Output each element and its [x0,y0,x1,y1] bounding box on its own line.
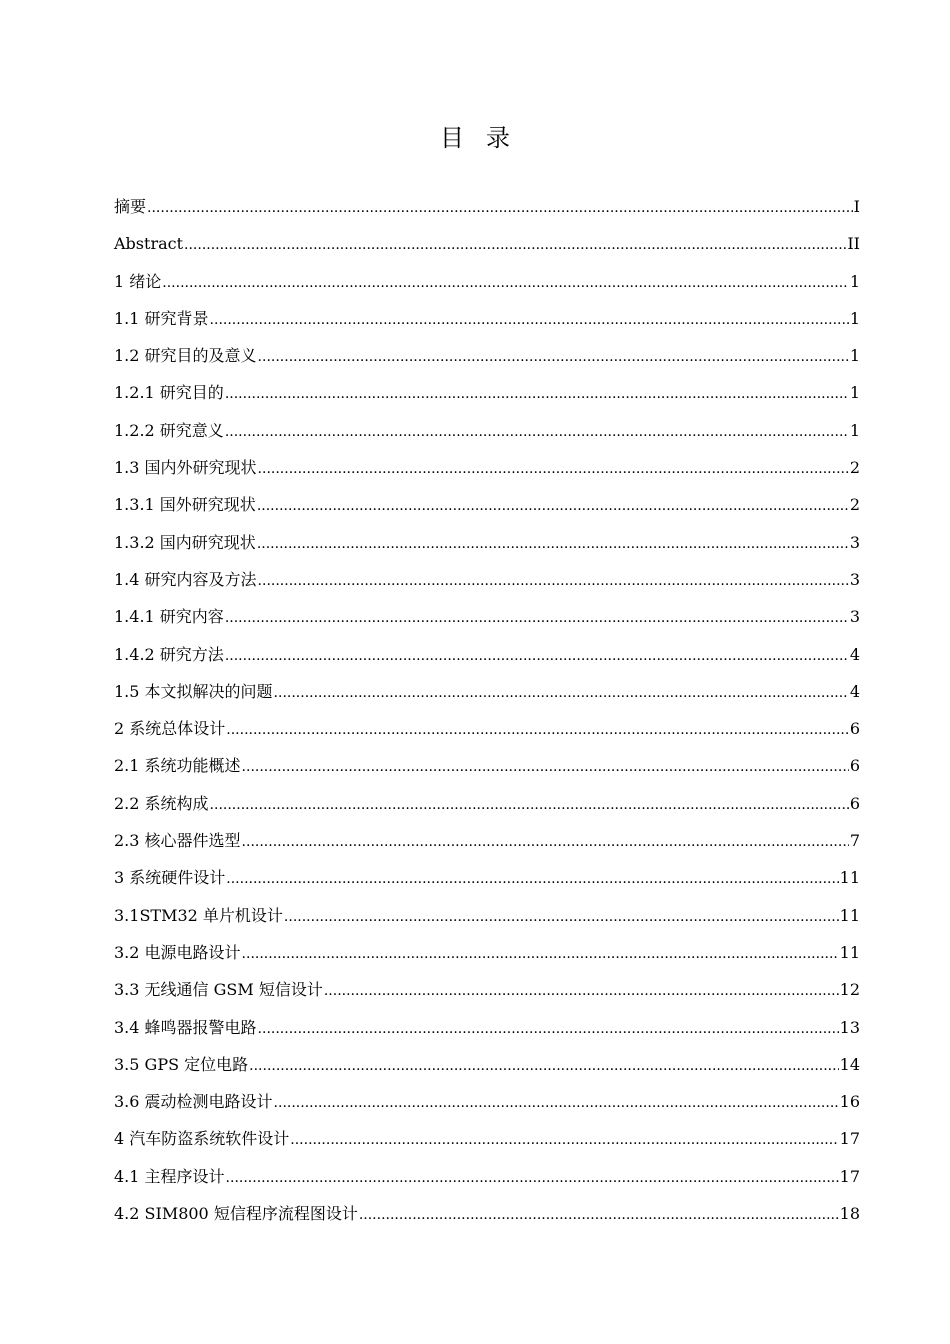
toc-entry[interactable] [114,1158,860,1195]
toc-entry[interactable] [114,1195,860,1232]
dot-leader [258,337,849,376]
toc-entry[interactable] [114,673,860,710]
dot-leader [147,188,853,227]
toc-entry-page-number: 3 [849,532,860,552]
toc-entry-title: 1.2.1 研究目的 [114,383,224,403]
toc-entry[interactable] [114,598,860,635]
dot-leader [257,524,849,563]
toc-entry[interactable] [114,300,860,337]
dot-leader [226,1158,839,1197]
toc-entry[interactable] [114,636,860,673]
toc-entry[interactable] [114,1120,860,1157]
dot-leader [184,225,846,264]
toc-entry-title: 1.3.2 国内研究现状 [114,532,256,552]
toc-entry-page-number: I [853,197,860,216]
dot-leader [242,934,839,973]
toc-entry-page-number: 11 [839,905,860,925]
dot-leader [210,300,849,339]
dot-leader [226,859,838,898]
dot-leader [210,785,849,824]
dot-leader [249,1046,839,1085]
dot-leader [257,486,849,525]
toc-entry-page-number: 11 [839,868,860,888]
dot-leader [258,561,849,600]
toc-entry-page-number: 1 [849,420,860,440]
toc-entry[interactable] [114,412,860,449]
toc-entry[interactable] [114,188,860,225]
dot-leader [162,263,849,302]
toc-entry[interactable] [114,263,860,300]
dot-leader [225,412,849,451]
dot-leader [258,449,849,488]
dot-leader [359,1195,839,1234]
toc-entry-title: 2.2 系统构成 [114,793,209,813]
toc-entry-title: 3.6 震动检测电路设计 [114,1092,273,1112]
toc-entry[interactable] [114,971,860,1008]
dot-leader [226,710,849,749]
toc-entry[interactable] [114,337,860,374]
toc-entry[interactable] [114,934,860,971]
toc-entry-title: 1.3.1 国外研究现状 [114,495,256,515]
dot-leader [225,374,849,413]
toc-entry-title: 4 汽车防盗系统软件设计 [114,1129,290,1149]
toc-entry[interactable] [114,747,860,784]
toc-entry-page-number: 16 [839,1092,860,1112]
toc-entry-page-number: 7 [849,831,860,851]
toc-entry-page-number: 6 [849,793,860,813]
toc-entry-title: 1.2 研究目的及意义 [114,346,257,366]
toc-entry-page-number: 3 [849,569,860,589]
toc-entry-title: 3 系统硬件设计 [114,868,226,888]
toc-entry-page-number: 6 [849,756,860,776]
toc-entry[interactable] [114,449,860,486]
dot-leader [225,598,849,637]
toc-entry-page-number: 17 [839,1166,860,1186]
toc-entry-title: 1.3 国内外研究现状 [114,458,257,478]
toc-entry[interactable] [114,374,860,411]
toc-entry-page-number: 14 [839,1054,860,1074]
toc-entry[interactable] [114,1009,860,1046]
toc-entry[interactable] [114,897,860,934]
dot-leader [284,897,839,936]
toc-entry-title: 4.2 SIM800 短信程序流程图设计 [114,1204,358,1224]
toc-entry-title: 1.4 研究内容及方法 [114,569,257,589]
toc-entry-title: 1.1 研究背景 [114,308,209,328]
toc-entry-page-number: 13 [839,1017,860,1037]
toc-entry-page-number: 12 [839,980,860,1000]
toc-entry-title: 2 系统总体设计 [114,719,226,739]
toc-entry[interactable] [114,859,860,896]
dot-leader [258,1009,839,1048]
toc-entry[interactable] [114,785,860,822]
toc-entry-page-number: 18 [839,1204,860,1224]
toc-entry[interactable] [114,1083,860,1120]
toc-entry-page-number: 2 [849,495,860,515]
dot-leader [225,636,849,675]
toc-entry[interactable] [114,710,860,747]
toc-entry[interactable] [114,561,860,598]
toc-entry-title: 1.2.2 研究意义 [114,420,224,440]
toc-entry-title: 摘要 [114,197,147,216]
toc-entry[interactable] [114,822,860,859]
toc-entry-title: 3.2 电源电路设计 [114,942,241,962]
toc-entry-page-number: 1 [849,346,860,366]
toc-entry[interactable] [114,486,860,523]
toc-entry-title: 1.4.1 研究内容 [114,607,224,627]
toc-entry-page-number: 1 [849,308,860,328]
dot-leader [274,673,849,712]
toc-entry-title: 1 绪论 [114,271,162,291]
toc-entry-title: 3.4 蜂鸣器报警电路 [114,1017,257,1037]
dot-leader [274,1083,839,1122]
toc-entry-title: 3.3 无线通信 GSM 短信设计 [114,980,323,1000]
toc-entry-title: 2.1 系统功能概述 [114,756,241,776]
toc-entry-page-number: 2 [849,458,860,478]
toc-entry-page-number: 3 [849,607,860,627]
toc-entry-page-number: II [847,234,860,254]
toc-entry-title: 1.4.2 研究方法 [114,644,224,664]
toc-title: 目录 [440,124,532,152]
toc-entry[interactable] [114,524,860,561]
toc-entry-title: 3.5 GPS 定位电路 [114,1054,249,1074]
dot-leader [290,1120,838,1159]
toc-entry-page-number: 1 [849,271,860,291]
toc-entry-title: 2.3 核心器件选型 [114,831,241,851]
toc-entry-title: 4.1 主程序设计 [114,1166,225,1186]
toc-entry-page-number: 4 [849,681,860,701]
toc-entry-title: Abstract [114,234,184,254]
toc-entry-title: 3.1STM32 单片机设计 [114,905,283,925]
toc-entry[interactable] [114,225,860,262]
toc-entry[interactable] [114,1046,860,1083]
dot-leader [242,822,849,861]
dot-leader [242,747,849,786]
toc-entry-page-number: 6 [849,719,860,739]
toc-entry-page-number: 1 [849,383,860,403]
dot-leader [324,971,839,1010]
toc-entry-page-number: 11 [839,942,860,962]
toc-entry-page-number: 4 [849,644,860,664]
toc-list [114,188,860,1232]
toc-entry-page-number: 17 [839,1129,860,1149]
toc-entry-title: 1.5 本文拟解决的问题 [114,681,273,701]
